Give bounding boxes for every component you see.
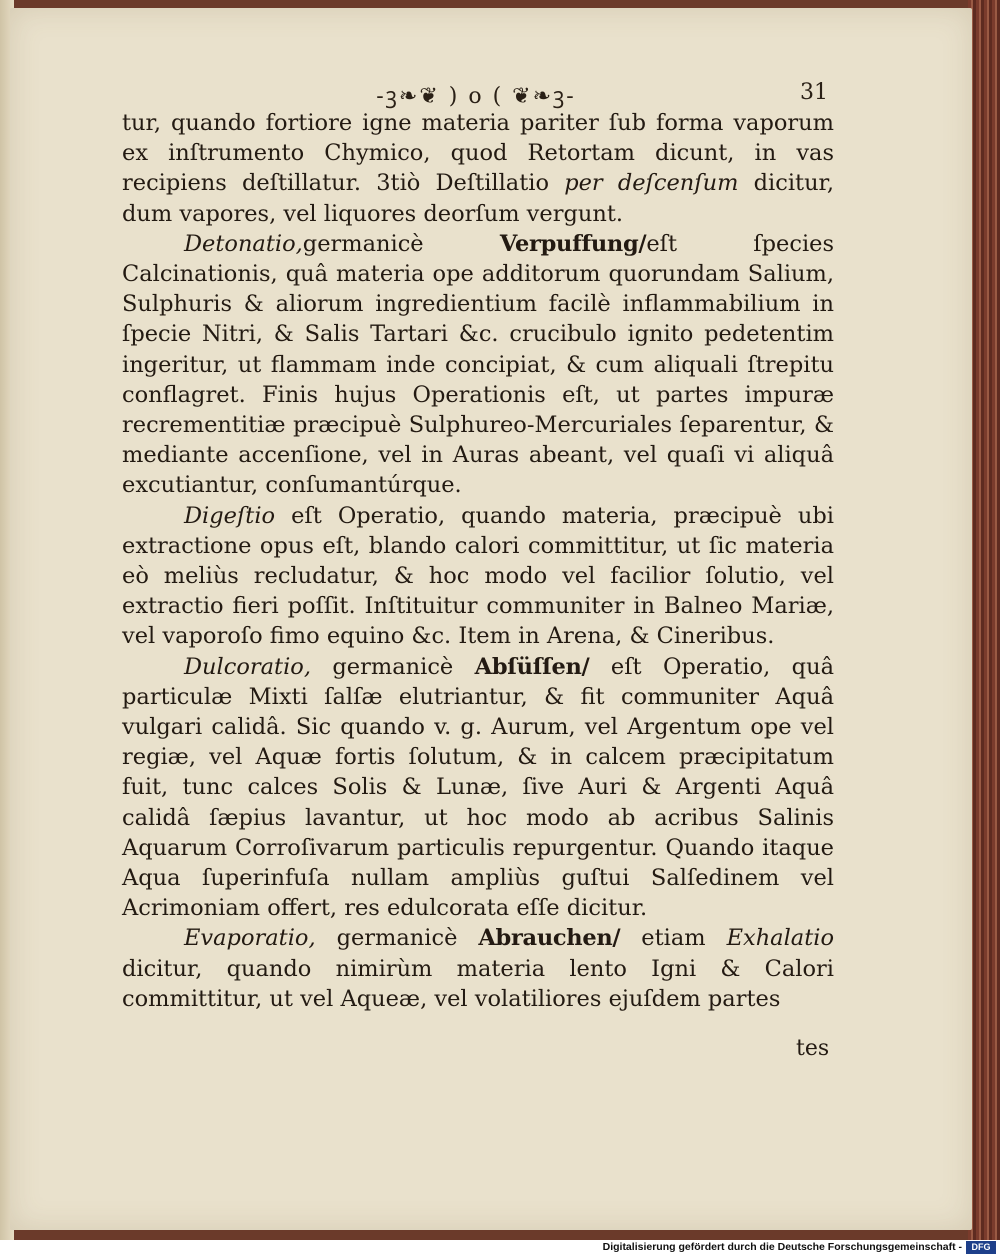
text-run: dicitur, quando nimirùm materia lento Igni & Calori committitur, ut vel Aqueæ, vel volatiliores ejuſdem partes [122,955,834,1012]
text-run: etiam [620,925,727,952]
italic-term: Detonatio, [184,230,303,257]
text-run: germanicè [315,925,479,952]
footer-bar [0,1240,1000,1256]
text-run: eſt Operatio, quando materia, præcipuè ubi extractione opus eſt, blando calori committitur, ut ſic materia eò meliùs recludatur, & hoc modo vel facilior ſolutio, vel extractio fieri poſſit. Inſtituitur communiter in Balneo Mariæ, vel vaporoſo fimo equino &c. Item in Arena, & Cineribus. [122,502,834,650]
page-number: 31 [800,80,828,105]
text-run: dicitur, dum vapores, vel liquores deorſum vergunt. [122,170,834,227]
paragraph [122,501,834,652]
italic-term: Exhalatio [726,925,834,952]
digitization-credit: Digitalisierung gefördert durch die Deutsche Forschungsgemeinschaft - [602,1241,962,1253]
book-page [10,8,972,1230]
book-spine-edge [968,0,1000,1240]
german-term: Verpuffung/ [499,230,647,257]
header-ornament: -ꝫ❧❦ ) o ( ❦❧ꝫ- [376,84,576,109]
italic-term: per deſcenſum [564,170,739,197]
italic-term: Evaporatio, [184,925,316,952]
paragraph [122,923,834,1014]
german-term: Abrauchen/ [478,925,621,952]
italic-term: Dulcoratio, [184,653,311,680]
paragraph [122,652,834,924]
text-run: germanicè [310,653,475,680]
paragraph [122,229,834,501]
page-header [10,80,972,110]
text-run: germanicè [302,230,500,257]
paragraph [122,108,834,229]
german-term: Abſüſſen/ [474,653,590,680]
text-run: eſt ſpecies Calcinationis, quâ materia ope additorum quorundam Salium, Sulphuris & aliorum ingredientium facilè inflammabilium in ſpecie Nitri, & Salis Tartari &c. crucibulo ignito pedetentim ingeritur, ut flammam inde concipiat, & cum aliquali ſtrepitu conflagret. Finis hujus Operationis eſt, ut partes impuræ recrementitiæ præcipuè Sulphureo-Mercuriales ſeparentur, & mediante accenſione, vel in Auras abeant, vel quaſi vi aliquâ excutiantur, conſumantúrque. [122,230,834,499]
italic-term: Digeſtio [184,502,276,529]
text-run: eſt Operatio, quâ particulæ Mixti ſalſæ elutriantur, & fit communiter Aquâ vulgari calidâ. Sic quando v. g. Aurum, vel Argentum ope vel regiæ, vel Aquæ fortis ſolutum, & in calcem præcipitatum fuit, tunc calces Solis & Lunæ, ſive Auri & Argenti Aquâ calidâ ſæpius lavantur, ut hoc modo ab acribus Salinis Aquarum Corroſivarum particulis repurgentur. Quando itaque Aqua ſuperinfuſa nullam ampliùs guſtui Salſedinem vel Acrimoniam offert, res edulcorata eſſe dicitur. [122,653,834,922]
body-text [122,108,834,1014]
dfg-logo: DFG [966,1241,996,1254]
text-run: tur, quando fortiore igne materia pariter ſub forma vaporum ex inſtrumento Chymico, quod Retortam dicunt, in vas recipiens deſtillatur. 3tiò Deſtillatio [122,110,834,197]
catchword: tes [796,1036,830,1061]
